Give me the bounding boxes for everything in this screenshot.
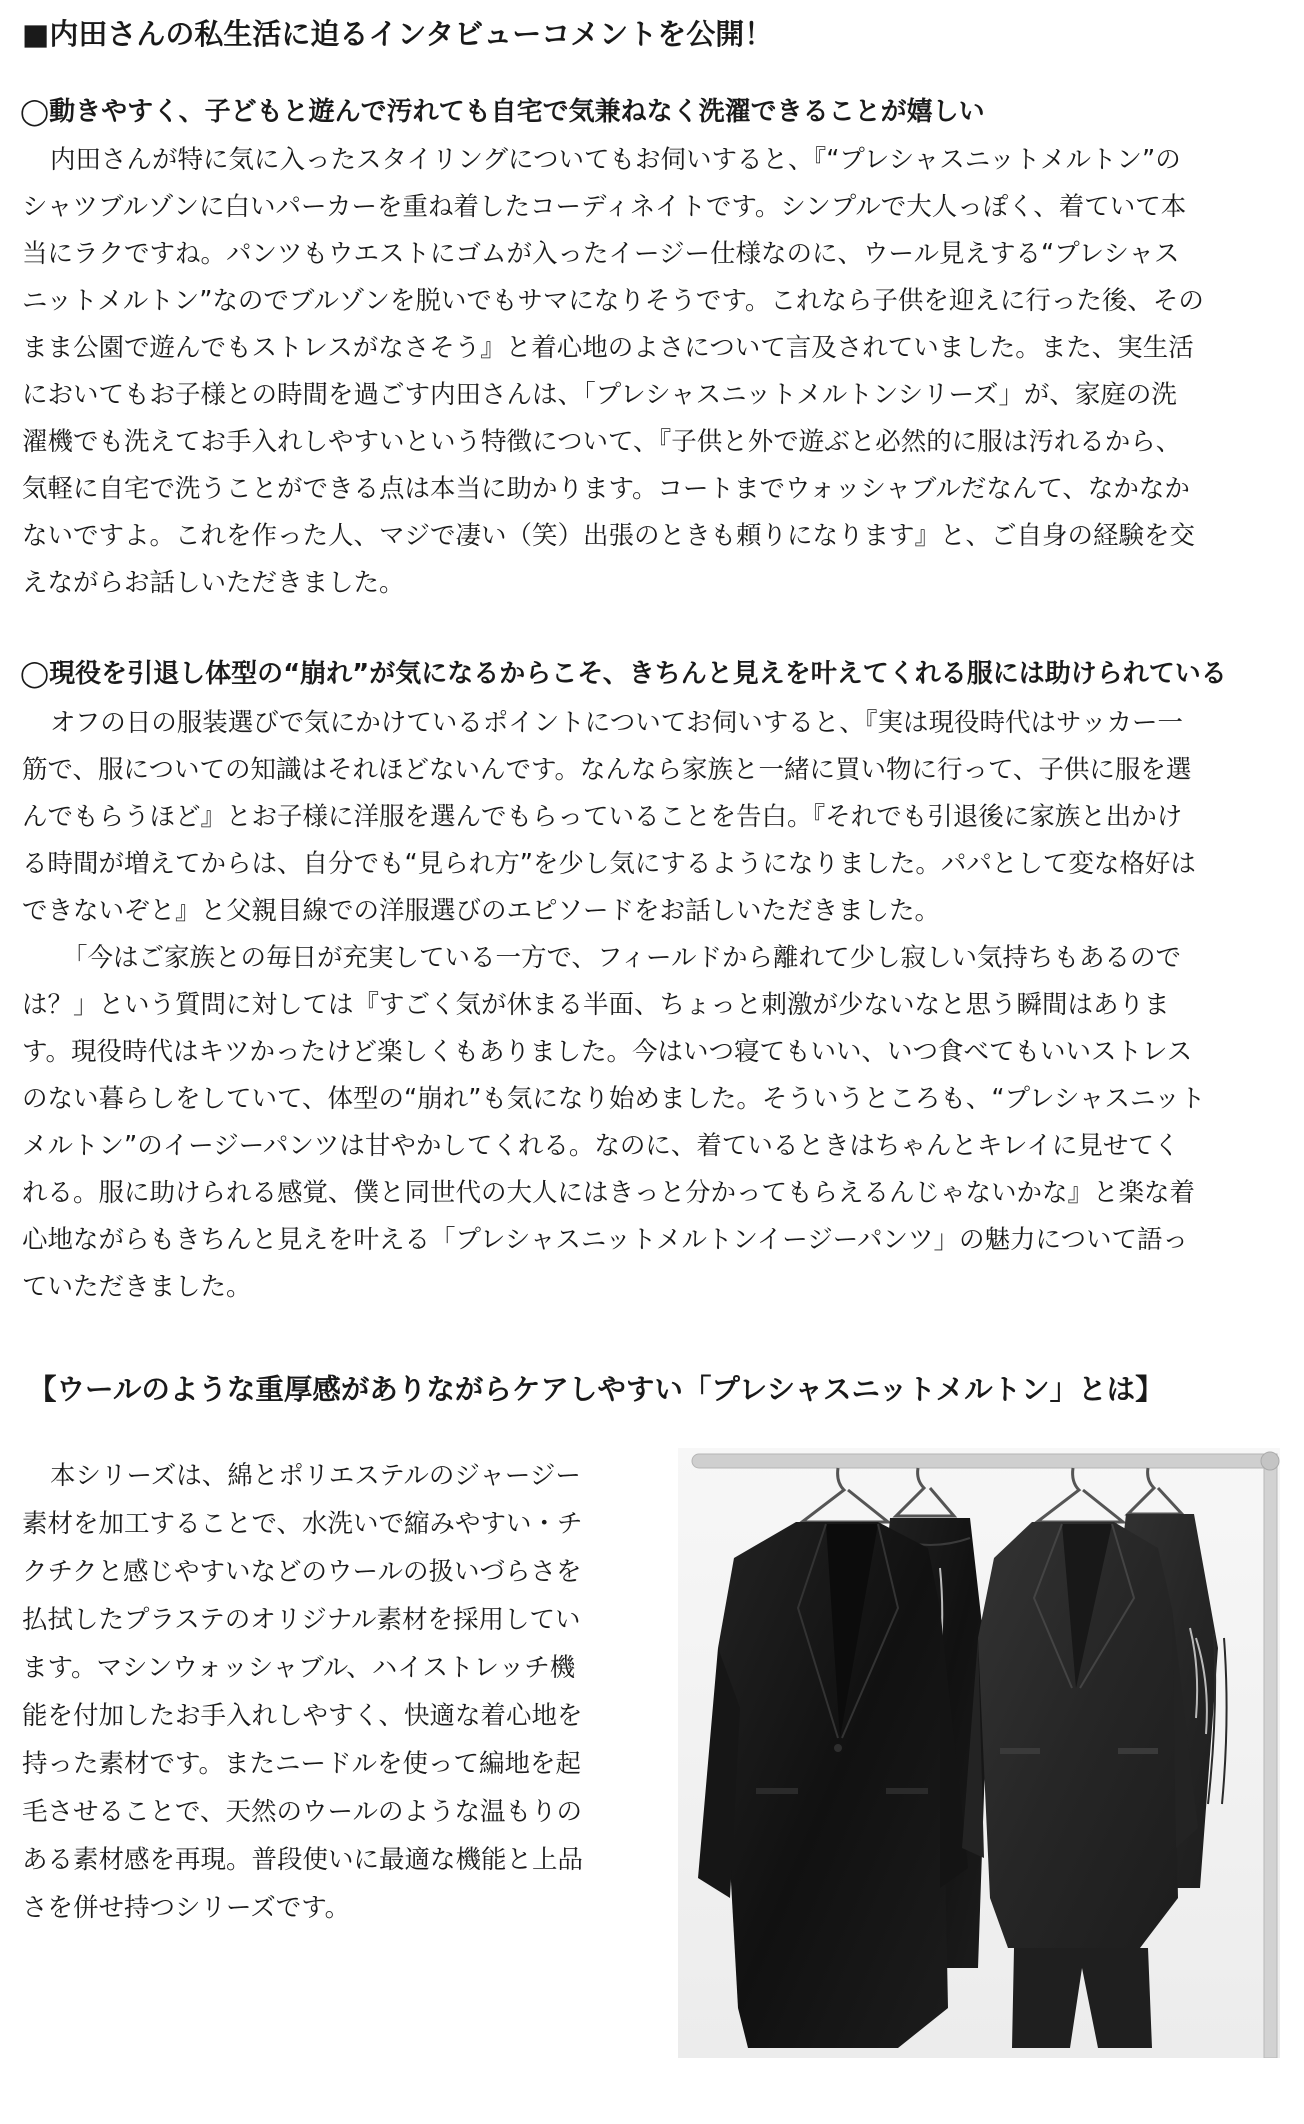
series-description	[22, 1452, 662, 1932]
text-line: 払拭したプラステのオリジナル素材を採用してい	[22, 1605, 581, 1635]
text-line: は？」という質問に対しては『すごく気が休まる半面、ちょっと刺激が少ないなと思う瞬間はありま	[22, 990, 1170, 1020]
text-line: す。現役時代はキツかったけど楽しくもありました。今はいつ寝てもいい、いつ食べてもいいストレス	[22, 1037, 1193, 1067]
text-line: オフの日の服装選びで気にかけているポイントについてお伺いすると、『実は現役時代はサッカー一	[50, 708, 1183, 738]
text-line: のない暮らしをしていて、体型の“崩れ”も気になり始めました。そういうところも、“プレシャスニット	[22, 1084, 1206, 1114]
text-line: 「今はご家族との毎日が充実している一方で、フィールドから離れて少し寂しい気持ちもあるので	[62, 943, 1181, 973]
section1-body	[22, 137, 1290, 607]
text-line: メルトン”のイージーパンツは甘やかしてくれる。なのに、着ているときはちゃんとキレイに見せてく	[22, 1131, 1180, 1161]
page-title: ■内田さんの私生活に迫るインタビューコメントを公開！	[22, 17, 774, 51]
text-line: 気軽に自宅で洗うことができる点は本当に助かります。コートまでウォッシャブルだなんて、なかなか	[22, 474, 1190, 504]
text-line: 持った素材です。またニードルを使って編地を起	[22, 1749, 581, 1779]
text-line: えながらお話しいただきました。	[22, 568, 405, 598]
text-line: れる。服に助けられる感覚、僕と同世代の大人にはきっと分かってもらえるんじゃないかな』と楽な着	[22, 1178, 1196, 1208]
text-line: ていただきました。	[22, 1272, 252, 1302]
text-line: 毛させることで、天然のウールのような温もりの	[22, 1797, 582, 1827]
text-line: においてもお子様との時間を過ごす内田さんは、「プレシャスニットメルトンシリーズ」が、家庭の洗	[22, 380, 1177, 410]
text-line: 心地ながらもきちんと見えを叶える「プレシャスニットメルトンイージーパンツ」の魅力について語っ	[22, 1225, 1188, 1255]
section2-heading: ◯現役を引退し体型の“崩れ”が気になるからこそ、きちんと見えを叶えてくれる服には助けられている	[20, 659, 1227, 689]
product-photo	[678, 1448, 1280, 2058]
text-line: ます。マシンウォッシャブル、ハイストレッチ機	[22, 1653, 576, 1683]
text-line: 本シリーズは、綿とポリエステルのジャージー	[50, 1461, 581, 1491]
text-line: できないぞと』と父親目線での洋服選びのエピソードをお話しいただきました。	[22, 896, 941, 926]
text-line: んでもらうほど』とお子様に洋服を選んでもらっていることを告白。『それでも引退後に家族と出かけ	[22, 802, 1183, 832]
text-line: ニットメルトン”なのでブルゾンを脱いでもサマになりそうです。これなら子供を迎えに行った後、その	[22, 286, 1204, 316]
text-line: シャツブルゾンに白いパーカーを重ね着したコーディネイトです。シンプルで大人っぽく、着ていて本	[22, 192, 1187, 222]
text-line: ないですよ。これを作った人、マジで凄い（笑）出張のときも頼りになります』と、ご自身の経験を交	[22, 521, 1196, 551]
section2-body	[22, 700, 1290, 1311]
text-line: 能を付加したお手入れしやすく、快適な着心地を	[22, 1701, 583, 1731]
text-line: 濯機でも洗えてお手入れしやすいという特徴について、『子供と外で遊ぶと必然的に服は汚れるから、	[22, 427, 1182, 457]
text-line: 当にラクですね。パンツもウエストにゴムが入ったイージー仕様なのに、ウール見えする“プレシャス	[22, 239, 1180, 269]
clothing-rack-photo	[678, 1448, 1280, 2058]
text-line: 内田さんが特に気に入ったスタイリングについてもお伺いすると、『“プレシャスニットメルトン”の	[50, 145, 1181, 175]
text-line: まま公園で遊んでもストレスがなさそう』と着心地のよさについて言及されていました。また、実生活	[22, 333, 1194, 363]
text-line: さを併せ持つシリーズです。	[22, 1893, 351, 1923]
text-line: 筋で、服についての知識はそれほどないんです。なんなら家族と一緒に買い物に行って、子供に服を選	[22, 755, 1192, 785]
text-line: 素材を加工することで、水洗いで縮みやすい・チ	[22, 1509, 583, 1539]
section1-heading: ◯動きやすく、子どもと遊んで汚れても自宅で気兼ねなく洗濯できることが嬉しい	[20, 97, 985, 127]
text-line: ある素材感を再現。普段使いに最適な機能と上品	[22, 1845, 584, 1875]
text-line: る時間が増えてからは、自分でも“見られ方”を少し気にするようになりました。パパとして変な格好は	[22, 849, 1196, 879]
text-line: クチクと感じやすいなどのウールの扱いづらさを	[22, 1557, 582, 1587]
series-section-title: 【ウールのような重厚感がありながらケアしやすい「プレシャスニットメルトン」とは】	[28, 1373, 1164, 1406]
